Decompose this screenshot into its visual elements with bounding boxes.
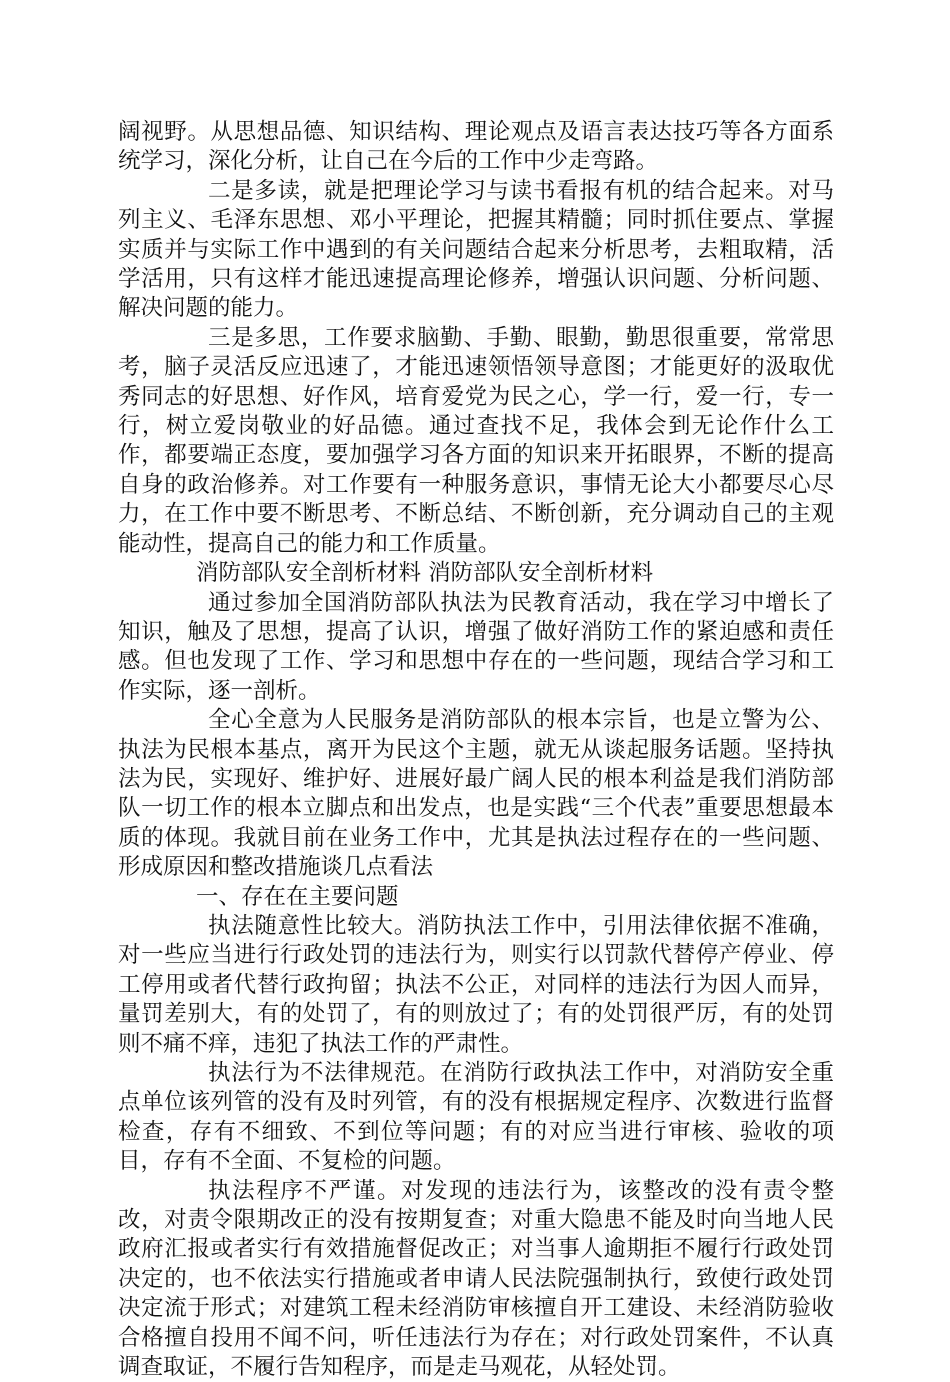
paragraph-duo-du: 二是多读，就是把理论学习与读书看报有机的结合起来。对马列主义、毛泽东思想、邓小平理论，把握其精髓；同时抓住要点、掌握实质并与实际工作中遇到的有关问题结合起来分析思考，去粗取精，活学活用，只有这样才能迅速提高理论修养，增强认识问题、分析问题、解决问题的能力。 (118, 177, 834, 322)
document-body (118, 118, 834, 1382)
paragraph-continuation: 阔视野。从思想品德、知识结构、理论观点及语言表达技巧等各方面系统学习，深化分析，让自己在今后的工作中少走弯路。 (118, 119, 834, 175)
paragraph-intro: 通过参加全国消防部队执法为民教育活动，我在学习中增长了知识，触及了思想，提高了认识，增强了做好消防工作的紧迫感和责任感。但也发现了工作、学习和思想中存在的一些问题，现结合学习和工作实际，逐一剖析。 (118, 589, 834, 704)
paragraph-purpose: 全心全意为人民服务是消防部队的根本宗旨，也是立警为公、执法为民根本基点，离开为民这个主题，就无从谈起服务话题。坚持执法为民，实现好、维护好、进展好最广阔人民的根本利益是我们消防部队一切工作的根本立脚点和出发点，也是实践“三个代表”重要思想最本质的体现。我就目前在业务工作中，尤其是执法过程存在的一些问题、形成原因和整改措施谈几点看法 (118, 707, 834, 881)
paragraph-problem-arbitrary: 执法随意性比较大。消防执法工作中，引用法律依据不准确，对一些应当进行行政处罚的违法行为，则实行以罚款代替停产停业、停工停用或者代替行政拘留；执法不公正，对同样的违法行为因人而异，量罚差别大，有的处罚了，有的则放过了；有的处罚很严厉，有的处罚则不痛不痒，违犯了执法工作的严肃性。 (118, 912, 834, 1057)
section-heading-problems: 一、存在在主要问题 (196, 883, 399, 910)
paragraph-duo-si: 三是多思，工作要求脑勤、手勤、眼勤，勤思很重要，常常思考，脑子灵活反应迅速了，才能迅速领悟领导意图；才能更好的汲取优秀同志的好思想、好作风，培育爱党为民之心，学一行，爱一行，专一行，树立爱岗敬业的好品德。通过查找不足，我体会到无论作什么工作，都要端正态度，要加强学习各方面的知识来开拓眼界，不断的提高自身的政治修养。对工作要有一种服务意识，事情无论大小都要尽心尽力，在工作中要不断思考、不断总结、不断创新，充分调动自己的主观能动性，提高自己的能力和工作质量。 (118, 324, 834, 557)
paragraph-problem-nonstandard: 执法行为不法律规范。在消防行政执法工作中，对消防安全重点单位该列管的没有及时列管，有的没有根据规定程序、次数进行监督检查，存有不细致、不到位等问题；有的对应当进行审核、验收的项目，存有不全面、不复检的问题。 (118, 1060, 834, 1175)
section-title: 消防部队安全剖析材料 消防部队安全剖析材料 (196, 560, 654, 587)
paragraph-problem-procedure: 执法程序不严谨。对发现的违法行为，该整改的没有责令整改，对责令限期改正的没有按期复查；对重大隐患不能及时向当地人民政府汇报或者实行有效措施督促改正；对当事人逾期拒不履行行政处罚决定的，也不依法实行措施或者申请人民法院强制执行，致使行政处罚决定流于形式；对建筑工程未经消防审核擅自开工建设、未经消防验收合格擅自投用不闻不问，听任违法行为存在；对行政处罚案件，不认真调查取证，不履行告知程序，而是走马观花，从轻处罚。 (118, 1177, 834, 1381)
